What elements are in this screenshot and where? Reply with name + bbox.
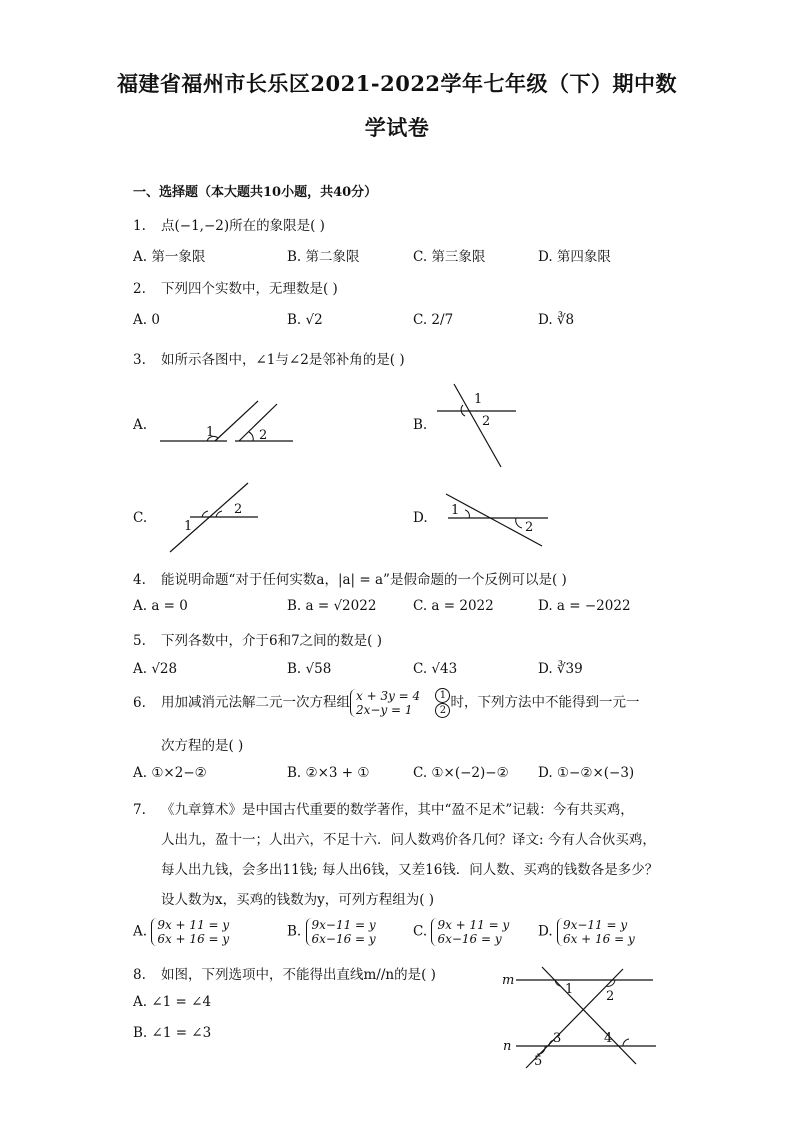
q5-option-a: A. √28	[133, 661, 178, 677]
q3-label-2: 2	[482, 414, 491, 429]
question-number: 4.	[133, 572, 146, 588]
equation-1: 9x−11 = y	[562, 918, 628, 932]
question-text: 如所示各图中，∠1与∠2是邻补角的是( )	[161, 352, 405, 368]
q8-label-3: 3	[553, 1031, 562, 1046]
equation-markers	[435, 688, 450, 718]
question-4	[133, 568, 567, 588]
page-title-line1: 福建省福州市长乐区2021-2022学年七年级（下）期中数	[116, 71, 678, 96]
question-6	[133, 688, 639, 718]
q4-option-b: B. a = √2022	[287, 598, 377, 614]
q1-option-d: D. 第四象限	[538, 249, 611, 265]
option-label: C.	[413, 923, 428, 940]
q3-label-1: 1	[206, 425, 215, 440]
q3-option-b: B.	[413, 417, 428, 433]
q1-option-a: A. 第一象限	[133, 249, 206, 265]
question-7	[133, 798, 634, 818]
option-label: B.	[287, 923, 302, 940]
q3-label-1: 1	[184, 519, 193, 534]
equation-1: x + 3y = 4	[356, 689, 421, 703]
q5-option-b: B. √58	[287, 661, 332, 677]
q3-figure-d	[438, 488, 553, 548]
question-number: 6.	[133, 694, 146, 711]
question-1	[133, 214, 325, 234]
option-label: A.	[133, 923, 148, 940]
q2-option-a: A. 0	[133, 312, 160, 328]
q8-label-5: 5	[534, 1054, 543, 1069]
q3-option-a: A.	[133, 417, 148, 433]
q3-option-c: C.	[133, 510, 148, 526]
question-5	[133, 629, 382, 649]
circle-marker-2: 2	[435, 703, 450, 718]
question-text: 用加减消元法解二元一次方程组	[161, 694, 350, 711]
section-header: 一、选择题（本大题共10小题，共40分）	[133, 185, 378, 200]
question-2	[133, 277, 338, 297]
q7-option-c	[413, 918, 512, 946]
question-text: 如图，下列选项中，不能得出直线m//n的是( )	[161, 967, 436, 983]
question-text: 点(−1,−2)所在的象限是( )	[161, 218, 325, 234]
q3-label-2: 2	[525, 520, 534, 535]
question-3	[133, 348, 405, 368]
question-number: 1.	[133, 218, 146, 234]
q7-option-b	[287, 918, 379, 946]
question-number: 8.	[133, 967, 146, 983]
question-number: 2.	[133, 281, 146, 297]
q6-option-d: D. ①−②×(−3)	[538, 765, 635, 781]
equation-2: 6x−16 = y	[311, 932, 376, 946]
question-7-line2: 人出九，盈十一；人出六，不足十六．问人数鸡价各几何？译文: 今有人合伙买鸡，	[161, 832, 656, 848]
q5-option-d: D. ∛39	[538, 661, 583, 677]
question-7-line3: 每人出九钱，会多出11钱; 每人出6钱，又差16钱．问人数、买鸡的钱数各是多少？	[161, 862, 659, 878]
q8-label-4: 4	[604, 1031, 613, 1046]
question-text-line1: 《九章算术》是中国古代重要的数学著作，其中“盈不足术”记载：今有共买鸡，	[161, 802, 634, 818]
q2-option-d: D. ∛8	[538, 312, 575, 328]
question-number: 7.	[133, 802, 146, 818]
question-text: 下列各数中，介于6和7之间的数是( )	[161, 633, 383, 649]
q3-label-1: 1	[474, 392, 483, 407]
option-label: D.	[538, 923, 553, 940]
q3-label-2: 2	[259, 428, 268, 443]
q3-label-1: 1	[451, 503, 460, 518]
equation-2: 6x + 16 = y	[562, 932, 635, 946]
q1-option-c: C. 第三象限	[413, 249, 486, 265]
question-text-continued: 时，下列方法中不能得到一元一	[450, 694, 640, 711]
equation-2: 6x−16 = y	[437, 932, 502, 946]
q3-option-d: D.	[413, 510, 428, 526]
q6-option-a: A. ①×2−②	[133, 765, 207, 781]
q8-label-2: 2	[606, 989, 615, 1004]
question-8	[133, 963, 436, 983]
line-n-label: n	[503, 1039, 512, 1054]
q3-figure-c	[160, 478, 270, 556]
q6-option-c: C. ①×(−2)−②	[413, 765, 509, 781]
q2-option-b: B. √2	[287, 312, 323, 328]
q3-label-2: 2	[234, 502, 243, 517]
question-number: 5.	[133, 633, 146, 649]
equation-1: 9x + 11 = y	[437, 918, 510, 932]
q7-option-a	[133, 918, 232, 946]
q7-option-d	[538, 918, 638, 946]
line-m-label: m	[502, 973, 515, 988]
equation-system	[306, 918, 379, 946]
q4-option-c: C. a = 2022	[413, 598, 494, 614]
q3-figure-a	[155, 398, 300, 450]
q8-figure	[498, 966, 663, 1070]
question-text: 能说明命题“对于任何实数a，|a| = a”是假命题的一个反例可以是( )	[161, 572, 567, 588]
equation-2: 2x−y = 1	[356, 703, 413, 717]
equation-2: 6x + 16 = y	[157, 932, 230, 946]
equation-system	[431, 918, 512, 946]
q5-option-c: C. √43	[413, 661, 458, 677]
page-title-line2: 学试卷	[364, 115, 430, 140]
q3-figure-b	[432, 380, 522, 470]
q6-option-b: B. ②×3 + ①	[287, 765, 370, 781]
q8-option-b: B. ∠1 = ∠3	[133, 1025, 212, 1041]
question-text: 下列四个实数中，无理数是( )	[161, 281, 338, 297]
question-6-line2: 次方程的是( )	[161, 738, 244, 754]
equation-system	[151, 918, 232, 946]
q1-option-b: B. 第二象限	[287, 249, 360, 265]
circle-marker-1: 1	[435, 688, 450, 703]
equation-1: 9x + 11 = y	[157, 918, 230, 932]
q4-option-d: D. a = −2022	[538, 598, 631, 614]
equation-system	[350, 689, 423, 717]
equation-system	[557, 918, 638, 946]
question-7-line4: 设人数为x，买鸡的钱数为y，可列方程组为( )	[161, 892, 435, 908]
q4-option-a: A. a = 0	[133, 598, 188, 614]
equation-1: 9x−11 = y	[311, 918, 376, 932]
q8-label-1: 1	[565, 982, 574, 997]
q8-option-a: A. ∠1 = ∠4	[133, 994, 212, 1010]
question-number: 3.	[133, 352, 146, 368]
q2-option-c: C. 2/7	[413, 312, 454, 328]
